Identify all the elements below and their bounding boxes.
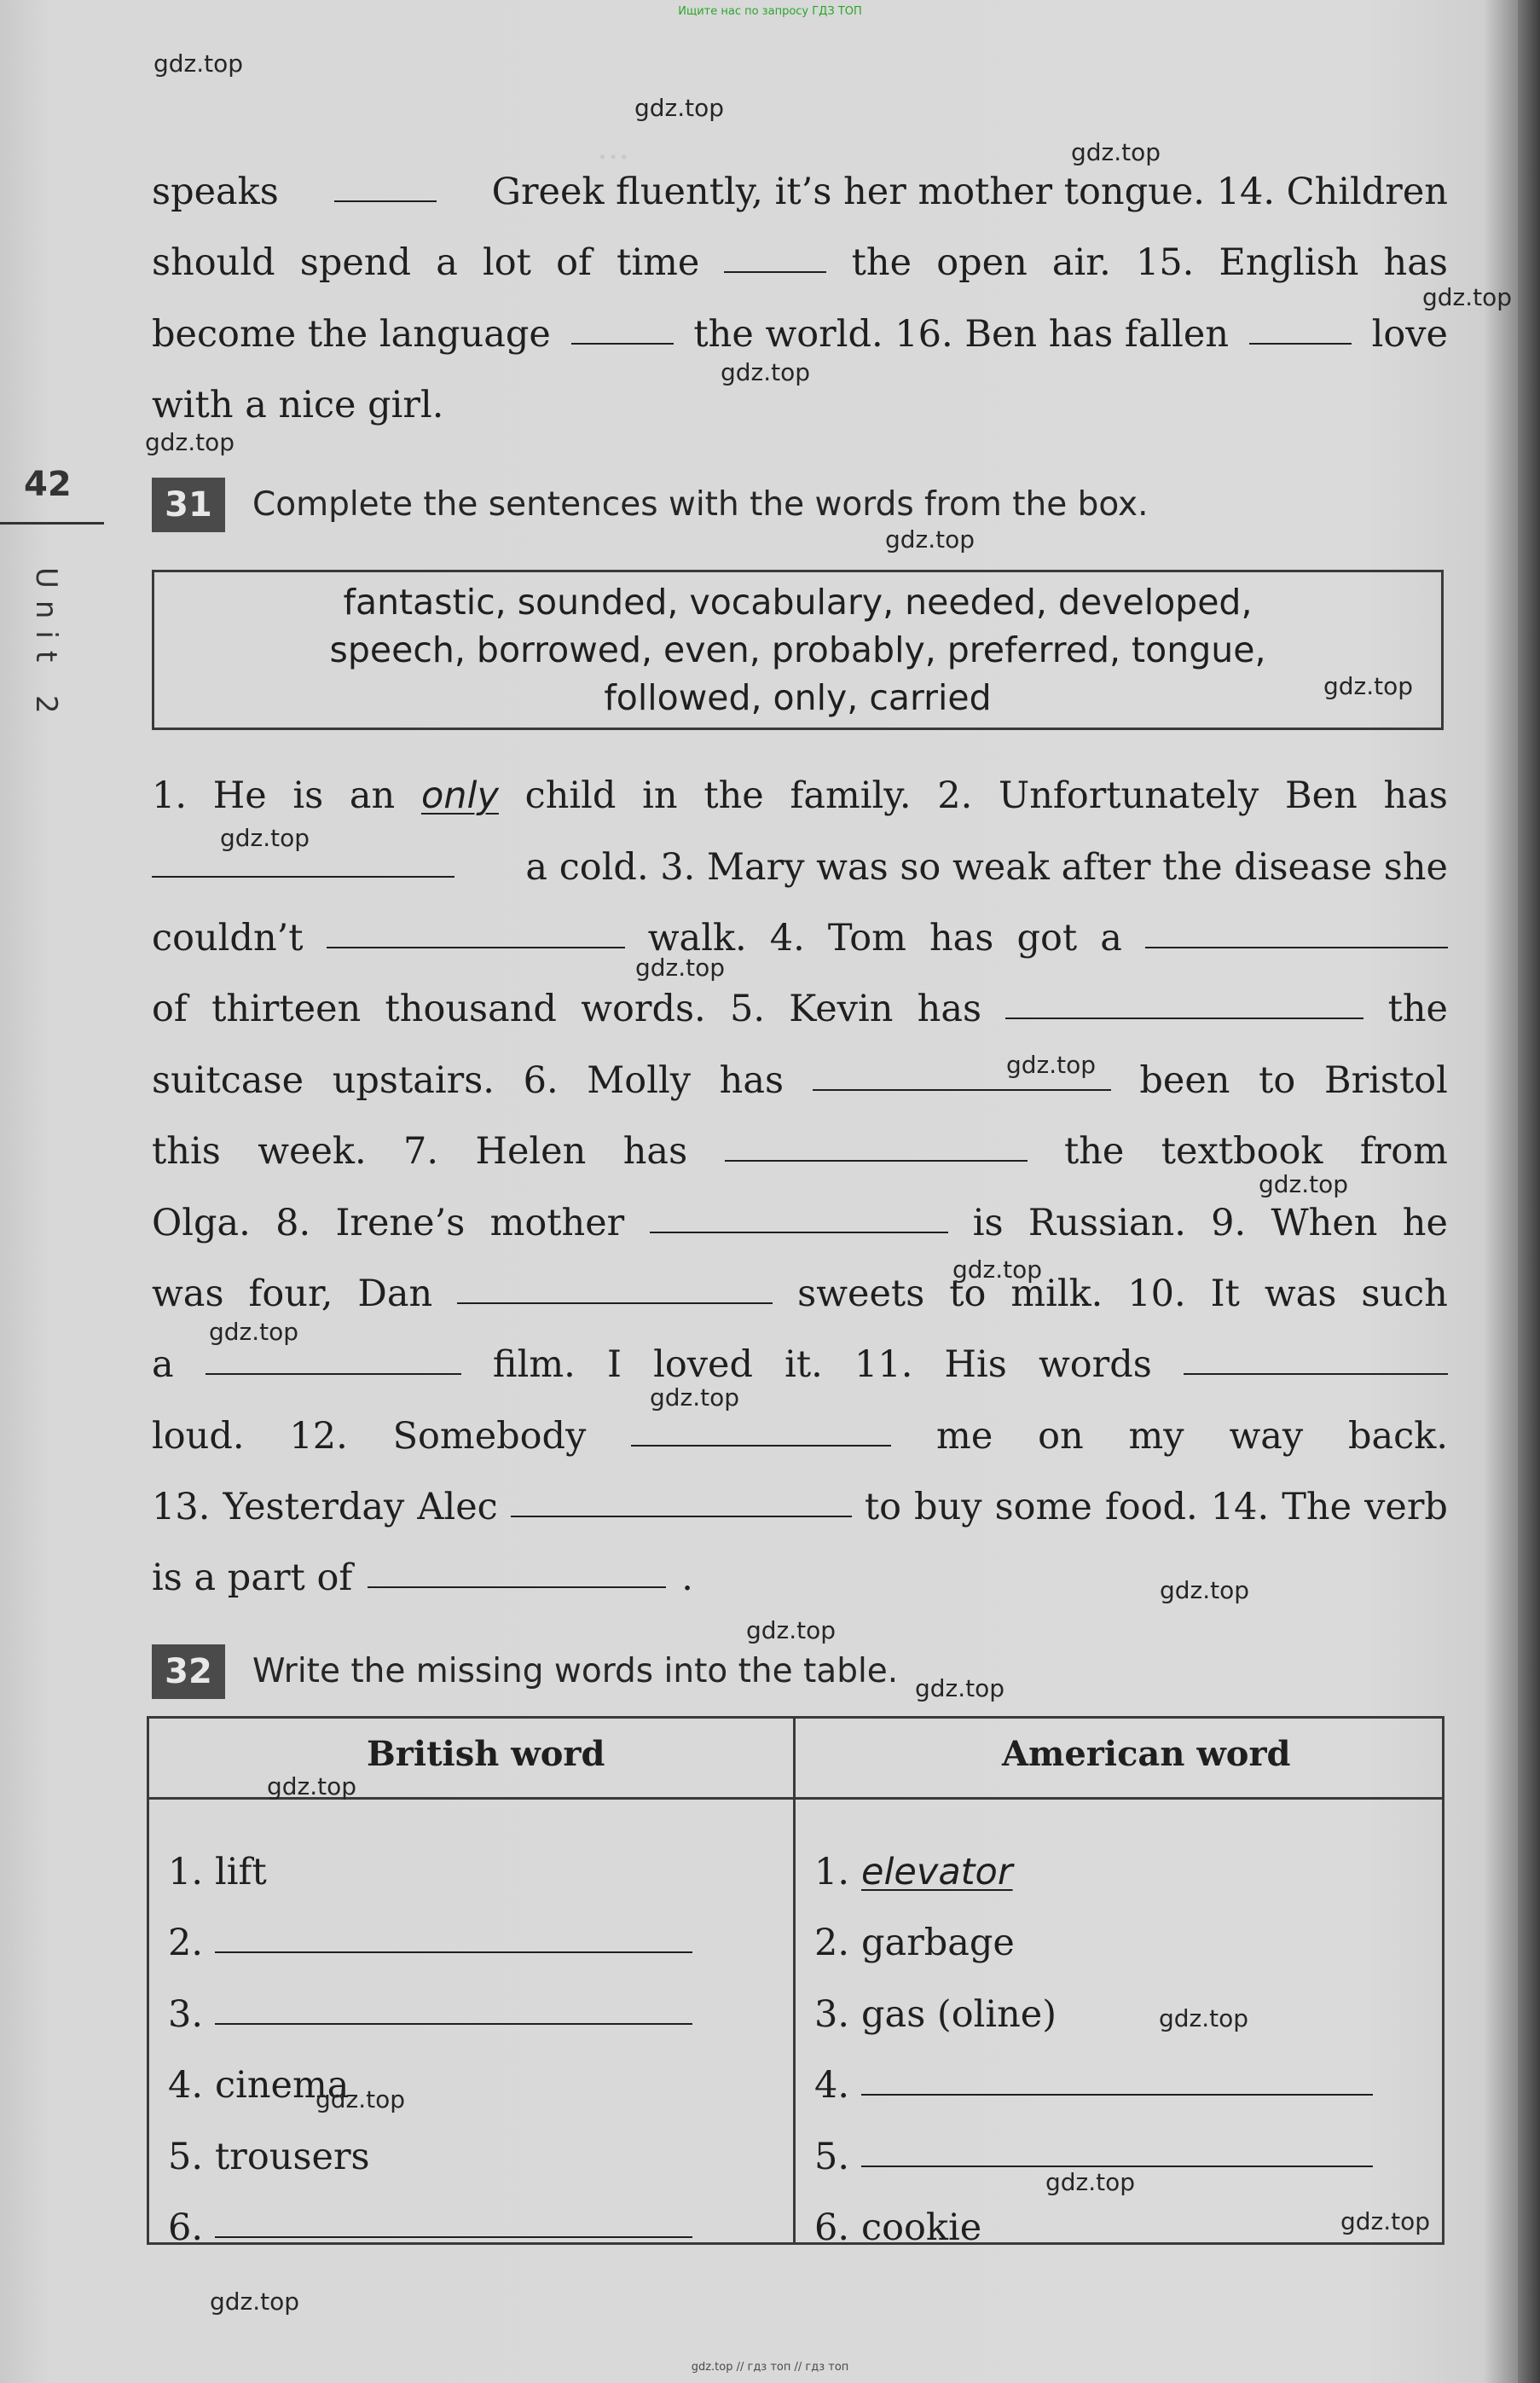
word: 15. [1135, 241, 1195, 284]
top-banner[interactable]: Ищите нас по запросу ГДЗ ТОП [678, 5, 862, 18]
text-line [152, 983, 1448, 1035]
word: The [1282, 1486, 1352, 1528]
watermark-text: gdz.top [952, 1255, 1043, 1284]
watermark-text: gdz.top [210, 2287, 300, 2316]
word: speaks [152, 171, 279, 213]
answer-blank[interactable] [327, 947, 625, 948]
row-number: 2. [814, 1922, 850, 1964]
word: four, [248, 1273, 333, 1315]
row-number: 5. [168, 2136, 204, 2178]
row-number: 1. [814, 1851, 850, 1893]
text-line [152, 1339, 1448, 1390]
word: mother [489, 1202, 625, 1244]
word: Dan [357, 1273, 433, 1315]
watermark-text: gdz.top [316, 2085, 406, 2113]
word: sweets [797, 1273, 925, 1315]
word: time [617, 241, 700, 284]
row-number: 6. [814, 2206, 850, 2249]
watermark-text: gdz.top [915, 1674, 1005, 1702]
word: food. [1104, 1486, 1198, 1528]
word-box-line: speech, borrowed, even, probably, preferred, tongue, [329, 629, 1266, 670]
watermark-text: gdz.top [145, 428, 235, 456]
text-line [152, 770, 1448, 821]
word: an [349, 774, 396, 817]
word: way [1229, 1415, 1304, 1458]
answer-blank[interactable] [215, 2236, 692, 2238]
word: Somebody [392, 1415, 587, 1458]
american-word: gas (oline) [861, 1993, 1057, 2036]
text-line [152, 1055, 1448, 1106]
text-line [152, 1126, 1448, 1177]
american-word: elevator [861, 1851, 1013, 1893]
unit-label: Unit 2 [29, 567, 63, 726]
word: 5. [729, 988, 765, 1030]
word: 11. [854, 1343, 913, 1386]
text-line [152, 309, 1448, 360]
watermark-text: gdz.top [1159, 2004, 1249, 2032]
watermark-text: gdz.top [721, 358, 811, 386]
word: Ben [1285, 774, 1358, 817]
word: to [1259, 1059, 1296, 1102]
word: spend [299, 241, 412, 284]
bottom-banner[interactable]: gdz.top // гдз топ // гдз топ [691, 2361, 849, 2374]
word: has [622, 1130, 688, 1173]
word: should [152, 241, 275, 284]
answer-blank[interactable] [215, 1951, 692, 1953]
word: couldn’t [152, 917, 304, 960]
answer-blank[interactable] [206, 1373, 461, 1375]
word: 10. [1127, 1273, 1186, 1315]
exercise-31-instruction: Complete the sentences with the words from the box. [252, 485, 1149, 524]
watermark-text: gdz.top [746, 1616, 837, 1644]
word: got [1016, 917, 1078, 960]
watermark-text: gdz.top [635, 954, 726, 982]
answer-blank[interactable] [861, 2094, 1373, 2096]
british-cell[interactable] [168, 1917, 692, 1968]
word: . [681, 1557, 693, 1599]
watermark-text: gdz.top [220, 824, 310, 852]
american-cell [814, 1989, 1057, 2040]
word: 1. [152, 774, 188, 817]
text-line [152, 842, 1448, 893]
text-line [152, 1481, 1448, 1533]
word: His [944, 1343, 1007, 1386]
american-word: garbage [861, 1922, 1015, 1964]
word: buy [914, 1486, 982, 1528]
row-number: 6. [168, 2206, 204, 2249]
watermark-text: gdz.top [267, 1772, 357, 1800]
watermark-text: gdz.top [1006, 1051, 1097, 1079]
word: my [1128, 1415, 1184, 1458]
word: of [152, 988, 188, 1030]
american-cell [814, 2202, 981, 2253]
answer-blank[interactable] [215, 2023, 692, 2025]
word: a [1100, 917, 1122, 960]
british-word: lift [215, 1851, 267, 1893]
answer-blank[interactable] [511, 1516, 852, 1517]
word: on [1038, 1415, 1084, 1458]
british-word: cinema [215, 2064, 350, 2107]
word: 7. [403, 1130, 439, 1173]
word: 12. [289, 1415, 348, 1458]
word: Russian. [1028, 1202, 1186, 1244]
word: When [1271, 1202, 1378, 1244]
word: from [1359, 1130, 1448, 1173]
word: Unfortunately [998, 774, 1259, 817]
word: loved [653, 1343, 753, 1386]
word-box [152, 570, 1444, 730]
word: 9. [1211, 1202, 1247, 1244]
word: Irene’s [335, 1202, 466, 1244]
word: the [1063, 1130, 1125, 1173]
row-number: 5. [814, 2136, 850, 2178]
word: the [703, 774, 764, 817]
word: 4. [769, 917, 805, 960]
text-line [152, 237, 1448, 288]
text-line [152, 166, 1448, 217]
word: I [606, 1343, 622, 1386]
american-cell [814, 1917, 1015, 1968]
word: has [1383, 774, 1448, 817]
word: he [1402, 1202, 1448, 1244]
word: 6. [523, 1059, 559, 1102]
text-line [152, 1552, 1448, 1603]
word: become the language [152, 313, 551, 356]
british-cell[interactable] [168, 2202, 692, 2253]
word: has [917, 988, 982, 1030]
word: with a nice girl. [152, 384, 444, 426]
word: thirteen [211, 988, 362, 1030]
word: air. [1051, 241, 1111, 284]
word: a [436, 241, 458, 284]
answer-blank[interactable] [631, 1445, 891, 1447]
word: walk. [647, 917, 747, 960]
row-number: 2. [168, 1922, 204, 1964]
word: some [994, 1486, 1092, 1528]
word: It [1210, 1273, 1240, 1315]
word: has [929, 917, 994, 960]
row-number: 1. [168, 1851, 204, 1893]
page-number-rule [0, 522, 104, 525]
word: suitcase [152, 1059, 304, 1102]
word: to [864, 1486, 901, 1528]
word: week. [258, 1130, 367, 1173]
watermark-text: gdz.top [650, 1383, 740, 1412]
word: has [719, 1059, 784, 1102]
exercise-32-number: 32 [152, 1644, 225, 1699]
word: Alec [417, 1486, 498, 1528]
answer-blank[interactable] [724, 271, 826, 273]
american-cell[interactable] [814, 2060, 1373, 2111]
word: upstairs. [332, 1059, 495, 1102]
text-line [152, 913, 1448, 964]
answer-blank[interactable] [1249, 343, 1352, 345]
word: film. [492, 1343, 576, 1386]
exercise-31-number: 31 [152, 478, 225, 532]
watermark-text: gdz.top [1259, 1170, 1349, 1198]
watermark-text: gdz.top [1323, 672, 1414, 700]
word: is [292, 774, 324, 817]
watermark-text: gdz.top [1045, 2168, 1136, 2196]
american-column-header: American word [1002, 1734, 1291, 1774]
word: words. [581, 988, 706, 1030]
word: lot [483, 241, 531, 284]
answer-blank[interactable] [368, 1586, 666, 1588]
word: Helen [475, 1130, 587, 1173]
word: milk. [1010, 1273, 1103, 1315]
word: been [1139, 1059, 1230, 1102]
table-column-divider [793, 1719, 796, 2242]
british-cell [168, 2131, 370, 2183]
word: has [1383, 241, 1448, 284]
word: it. [784, 1343, 823, 1386]
answer-blank[interactable] [571, 343, 674, 345]
word: love [1371, 313, 1448, 356]
answer-blank[interactable] [861, 2166, 1373, 2167]
word: words [1038, 1343, 1152, 1386]
british-cell[interactable] [168, 1989, 692, 2040]
row-number: 3. [168, 1993, 204, 2036]
example-answer: only [420, 774, 499, 817]
british-cell [168, 1847, 267, 1898]
book-spine-shadow [1518, 0, 1540, 2383]
text-line [152, 1268, 1448, 1319]
answer-blank[interactable] [725, 1160, 1028, 1162]
word: was [152, 1273, 224, 1315]
word: loud. [152, 1415, 245, 1458]
text-line [152, 380, 1448, 431]
word: He [212, 774, 267, 817]
answer-blank[interactable] [1005, 1018, 1363, 1019]
row-number: 4. [168, 2064, 204, 2107]
watermark-text: gdz.top [1160, 1576, 1250, 1604]
text-line [152, 1411, 1448, 1462]
word: such [1361, 1273, 1448, 1315]
watermark-text: gdz.top [153, 49, 244, 78]
word: the world. 16. Ben has fallen [693, 313, 1230, 356]
word: 8. [275, 1202, 311, 1244]
answer-blank[interactable] [457, 1302, 773, 1304]
watermark-text: gdz.top [1071, 138, 1161, 166]
word: 13. [152, 1486, 211, 1528]
answer-blank[interactable] [334, 200, 437, 202]
word: is [972, 1202, 1004, 1244]
word: was [1264, 1273, 1337, 1315]
american-word: cookie [861, 2206, 982, 2249]
word: 14. [1210, 1486, 1270, 1528]
answer-blank[interactable] [650, 1232, 948, 1233]
watermark-text: gdz.top [209, 1318, 299, 1346]
word: 2. [937, 774, 973, 817]
word: family. [790, 774, 912, 817]
row-number: 4. [814, 2064, 850, 2107]
word: a cold. 3. Mary was so weak after the disease she [525, 846, 1448, 889]
word: to [949, 1273, 987, 1315]
word: child [524, 774, 617, 817]
word: of [556, 241, 592, 284]
answer-blank[interactable] [152, 876, 454, 878]
word: Yesterday [223, 1486, 405, 1528]
word: Greek fluently, it’s her mother tongue. 14. Children [491, 171, 1448, 213]
british-word: trousers [215, 2136, 370, 2178]
word: English [1219, 241, 1359, 284]
word: a [152, 1343, 174, 1386]
word: open [936, 241, 1028, 284]
word: Bristol [1323, 1059, 1448, 1102]
word: Molly [587, 1059, 691, 1102]
word: back. [1348, 1415, 1448, 1458]
word-box-line: followed, only, carried [604, 677, 992, 718]
word: the [851, 241, 912, 284]
exercise-32-instruction: Write the missing words into the table. [252, 1652, 899, 1690]
word-box-line: fantastic, sounded, vocabulary, needed, developed, [343, 582, 1253, 623]
answer-blank[interactable] [813, 1089, 1111, 1091]
british-column-header: British word [367, 1734, 605, 1774]
word: Kevin [789, 988, 894, 1030]
watermark-text: gdz.top [1422, 283, 1513, 311]
word: me [936, 1415, 993, 1458]
answer-blank[interactable] [1184, 1373, 1448, 1375]
word: this [152, 1130, 221, 1173]
word: Tom [827, 917, 906, 960]
word: in [642, 774, 678, 817]
word: verb [1364, 1486, 1448, 1528]
word: the [1387, 988, 1448, 1030]
word: is a part of [152, 1557, 353, 1599]
american-cell [814, 1847, 1013, 1898]
word: thousand [385, 988, 557, 1030]
text-line [152, 1197, 1448, 1249]
word: textbook [1161, 1130, 1323, 1173]
watermark-text: gdz.top [1340, 2207, 1431, 2235]
answer-blank[interactable] [1145, 947, 1448, 948]
word: Olga. [152, 1202, 251, 1244]
row-number: 3. [814, 1993, 850, 2036]
watermark-text: gdz.top [634, 94, 725, 122]
watermark-text: gdz.top [885, 525, 976, 554]
page-number: 42 [24, 465, 72, 504]
